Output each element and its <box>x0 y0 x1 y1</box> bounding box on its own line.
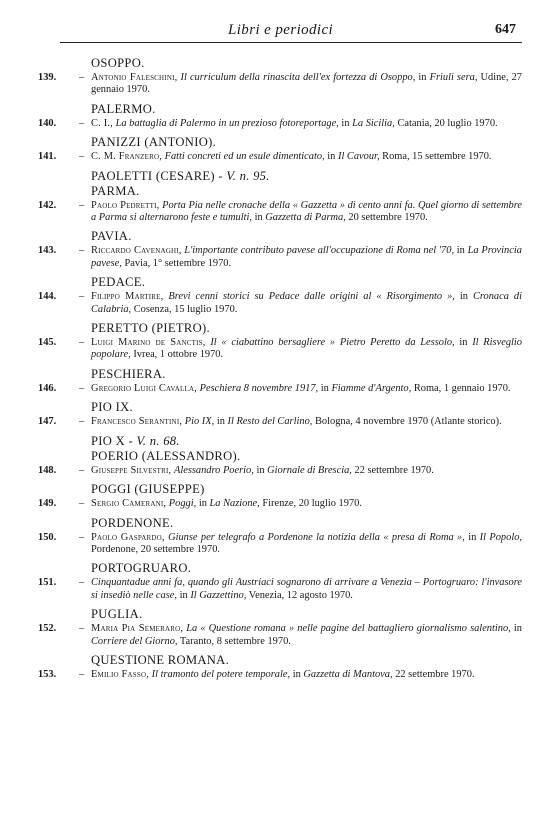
section-heading-text: POGGI (GIUSEPPE) <box>91 482 205 497</box>
entry-author: Sergio Camerani, <box>91 498 167 510</box>
entry-details: 22 settembre 1970. <box>395 668 475 680</box>
section-heading <box>91 322 550 335</box>
entry-dash: – <box>79 531 85 543</box>
entry-journal: Fiamme d'Argento, <box>331 382 412 394</box>
entry-author: Giuseppe Silvestri, <box>91 464 172 476</box>
entry-dash: – <box>79 577 85 589</box>
entry-details: Pordenone, 20 settembre 1970. <box>91 543 220 555</box>
entry-source-prefix: in <box>341 117 350 129</box>
entry-journal: La Nazione, <box>209 498 260 510</box>
entry-dash: – <box>79 291 85 303</box>
entry-dash: – <box>79 498 85 510</box>
bibliography-entry <box>38 577 522 602</box>
entry-text <box>91 669 522 681</box>
entry-source-prefix: in <box>327 151 336 163</box>
bibliography-entry <box>38 668 522 681</box>
entry-number: 140. <box>38 117 57 129</box>
bibliography-list <box>38 56 522 687</box>
entry-title: Il curriculum della rinascita dell'ex fortezza di Osoppo, <box>180 72 416 83</box>
entry-dash: – <box>79 337 85 349</box>
bibliography-entry <box>38 117 522 130</box>
entry-details: Taranto, 8 settembre 1970. <box>179 635 291 647</box>
section-heading <box>91 517 550 530</box>
entry-author: Luigi Marino de Sanctis, <box>91 337 206 349</box>
entry-text <box>91 623 522 648</box>
entry-dash: – <box>79 151 85 163</box>
entry-author: Riccardo Cavenaghi, <box>91 245 182 257</box>
entry-details: Udine, 27 gennaio 1970. <box>91 72 522 96</box>
entry-title: La battaglia di Palermo in un prezioso fotoreportage, <box>115 117 339 129</box>
entry-source-prefix: in <box>468 531 477 543</box>
bibliography-entry <box>38 199 522 225</box>
entry-title: Brevi cenni storici su Pedace dalle origini al « Risorgimento », <box>168 291 455 303</box>
entry-title: La « Questione romana » nelle pagine del battagliero giornalismo salentino, <box>186 623 511 635</box>
section-heading-text: PORTOGRUARO. <box>91 561 192 576</box>
section-heading-text: PEDACE. <box>91 275 146 290</box>
entry-number: 144. <box>38 291 57 303</box>
section-heading <box>91 185 550 198</box>
entry-text <box>91 465 522 477</box>
entry-journal: Il Cavour, <box>337 151 380 163</box>
entry-source-prefix: in <box>513 623 522 635</box>
entry-details: 22 settembre 1970. <box>354 464 434 476</box>
entry-text <box>91 577 522 602</box>
section-heading-text: PALERMO. <box>91 101 156 116</box>
entry-text <box>91 200 522 225</box>
entry-text <box>91 498 522 510</box>
entry-details: Pavia, 1° settembre 1970. <box>124 257 232 269</box>
entry-title: Poggi, <box>168 498 197 510</box>
entry-title: Fatti concreti ed un esule dimenticato, <box>164 151 325 163</box>
entry-author: Filippo Martire, <box>91 291 164 303</box>
entry-journal: Il Resto del Carlino, <box>227 416 313 428</box>
entry-author: Emilio Fasso, <box>91 668 150 680</box>
section-heading-text: PUGLIA. <box>91 607 143 622</box>
entry-details: Ivrea, 1 ottobre 1970. <box>133 349 224 361</box>
section-heading-text: PORDENONE. <box>91 515 174 530</box>
section-heading-text: PERETTO (PIETRO). <box>91 321 210 336</box>
entry-source-prefix: in <box>256 464 265 476</box>
entry-dash: – <box>79 72 85 83</box>
entry-source-prefix: in <box>179 589 188 601</box>
entry-number: 151. <box>38 577 57 589</box>
entry-source-prefix: in <box>198 498 207 510</box>
entry-number: 153. <box>38 668 57 680</box>
entry-author: Paolo Pedretti, <box>91 199 160 211</box>
entry-dash: – <box>79 245 85 257</box>
entry-title: Il « ciabattino bersagliere » Pietro Peretto da Lessolo, <box>210 337 455 349</box>
section-heading <box>91 276 550 289</box>
entry-dash: – <box>79 117 85 129</box>
entry-dash: – <box>79 199 85 211</box>
entry-text <box>91 337 522 362</box>
entry-details: Venezia, 12 agosto 1970. <box>248 589 353 601</box>
entry-source-prefix: in <box>254 212 263 224</box>
entry-journal: Il Risveglio popolare, <box>91 337 522 361</box>
entry-text <box>91 291 522 316</box>
entry-details: Catania, 20 luglio 1970. <box>397 117 498 129</box>
entry-details: 20 settembre 1970. <box>348 212 428 224</box>
entry-dash: – <box>79 464 85 476</box>
entry-journal: La Sicilia, <box>352 117 395 129</box>
entry-number: 141. <box>38 151 57 163</box>
bibliography-entry <box>38 498 522 510</box>
bibliography-entry <box>38 464 522 477</box>
entry-source-prefix: in <box>292 668 301 680</box>
entry-number: 152. <box>38 623 57 635</box>
entry-title: Cinquantadue anni fa, quando gli Austriaci sognarono di arrivare a Venezia – Portogruaro: l'invasore si insediò nelle case, <box>91 577 522 601</box>
entry-text <box>91 383 522 395</box>
section-heading <box>91 103 550 116</box>
running-title: Libri e periodici <box>228 22 334 38</box>
section-heading <box>91 450 550 463</box>
entry-journal: Cronaca di Calabria, <box>91 291 522 315</box>
section-heading <box>91 435 550 448</box>
entry-dash: – <box>79 668 85 680</box>
section-heading-text: PARMA. <box>91 183 140 198</box>
entry-source-prefix: in <box>459 291 468 303</box>
entry-text <box>91 118 522 130</box>
entry-author: C. I., <box>91 117 113 129</box>
entry-author: Gregorio Luigi Cavalla, <box>91 382 198 394</box>
entry-author: Francesco Serantini, <box>91 416 183 428</box>
section-heading-text: QUESTIONE ROMANA. <box>91 652 230 667</box>
section-heading <box>91 654 550 667</box>
entry-text <box>91 416 522 428</box>
section-heading <box>91 136 550 149</box>
bibliography-entry <box>38 72 522 97</box>
entry-source-prefix: in <box>456 245 465 257</box>
bibliography-entry <box>38 531 522 557</box>
entry-journal: Il Popolo, <box>479 531 522 543</box>
section-heading-text: POERIO (ALESSANDRO). <box>91 448 241 463</box>
bibliography-entry <box>38 623 522 648</box>
section-heading-text: PESCHIERA. <box>91 366 166 381</box>
bibliography-entry <box>38 291 522 316</box>
entry-number: 139. <box>38 72 57 83</box>
entry-text <box>91 245 522 270</box>
bibliography-entry <box>38 382 522 395</box>
entry-source-prefix: in <box>216 416 225 428</box>
section-heading <box>91 401 550 414</box>
section-heading <box>91 170 550 183</box>
entry-author: Maria Pia Semeraro, <box>91 623 184 635</box>
entry-journal: Gazzetta di Parma, <box>265 212 346 224</box>
entry-source-prefix: in <box>418 72 427 83</box>
entry-details: Cosenza, 15 luglio 1970. <box>133 303 238 315</box>
entry-details: Bologna, 4 novembre 1970 (Atlante storico). <box>314 416 502 428</box>
entry-number: 149. <box>38 498 57 510</box>
bibliography-entry <box>38 416 522 428</box>
entry-number: 147. <box>38 416 57 428</box>
section-heading <box>91 368 550 381</box>
entry-title: Pio IX, <box>184 416 215 428</box>
entry-dash: – <box>79 416 85 428</box>
entry-title: Il tramonto del potere temporale, <box>151 668 291 680</box>
entry-number: 142. <box>38 199 57 211</box>
section-cross-reference: V. n. 95. <box>226 168 270 183</box>
entry-title: Porta Pia nelle cronache della « Gazzetta » di cento anni fa. Quel giorno di settembre a Parma si alternarono feste e tumulti, <box>91 199 522 224</box>
entry-journal: Giornale di Brescia, <box>267 464 352 476</box>
entry-number: 145. <box>38 337 57 349</box>
entry-dash: – <box>79 382 85 394</box>
section-cross-reference: V. n. 68. <box>136 433 180 448</box>
entry-text <box>91 532 522 557</box>
section-heading <box>91 483 550 496</box>
section-heading <box>91 562 550 575</box>
running-header <box>60 22 522 43</box>
entry-journal: Friuli sera, <box>429 72 478 83</box>
section-heading-text: PAVIA. <box>91 229 132 244</box>
entry-source-prefix: in <box>459 337 468 349</box>
entry-text <box>91 151 522 163</box>
entry-details: Roma, 15 settembre 1970. <box>382 151 492 163</box>
entry-details: Firenze, 20 luglio 1970. <box>262 498 362 510</box>
section-heading-text: OSOPPO. <box>91 56 145 70</box>
entry-journal: Il Gazzettino, <box>190 589 247 601</box>
section-heading <box>91 608 550 621</box>
entry-journal: Gazzetta di Mantova, <box>303 668 393 680</box>
section-heading <box>91 230 550 243</box>
section-heading-text: PANIZZI (ANTONIO). <box>91 135 217 150</box>
page-number: 647 <box>495 22 516 37</box>
section-heading-text: PIO IX. <box>91 400 133 415</box>
entry-number: 148. <box>38 464 57 476</box>
entry-title: Giunse per telegrafo a Pordenone la notizia della « presa di Roma », <box>168 531 465 543</box>
entry-journal: La Provincia pavese, <box>91 245 522 269</box>
entry-journal: Corriere del Giorno, <box>91 635 178 647</box>
entry-title: Peschiera 8 novembre 1917, <box>199 382 319 394</box>
section-heading-text: PAOLETTI (CESARE) - <box>91 168 223 183</box>
entry-dash: – <box>79 623 85 635</box>
entry-details: Roma, 1 gennaio 1970. <box>413 382 511 394</box>
entry-title: L'importante contributo pavese all'occupazione di Roma nel '70, <box>184 245 455 257</box>
entry-author: C. M. Franzero, <box>91 151 162 163</box>
bibliography-entry <box>38 337 522 362</box>
bibliography-entry <box>38 245 522 270</box>
entry-source-prefix: in <box>320 382 329 394</box>
entry-title: Alessandro Poerio, <box>173 464 254 476</box>
entry-number: 143. <box>38 245 57 257</box>
entry-author: Antonio Faleschini, <box>91 72 178 83</box>
entry-text <box>91 72 522 97</box>
section-heading <box>91 57 550 70</box>
entry-author: Paolo Gaspardo, <box>91 531 165 543</box>
bibliography-entry <box>38 151 522 163</box>
entry-number: 146. <box>38 382 57 394</box>
entry-number: 150. <box>38 531 57 543</box>
section-heading-text: PIO X - <box>91 433 133 448</box>
